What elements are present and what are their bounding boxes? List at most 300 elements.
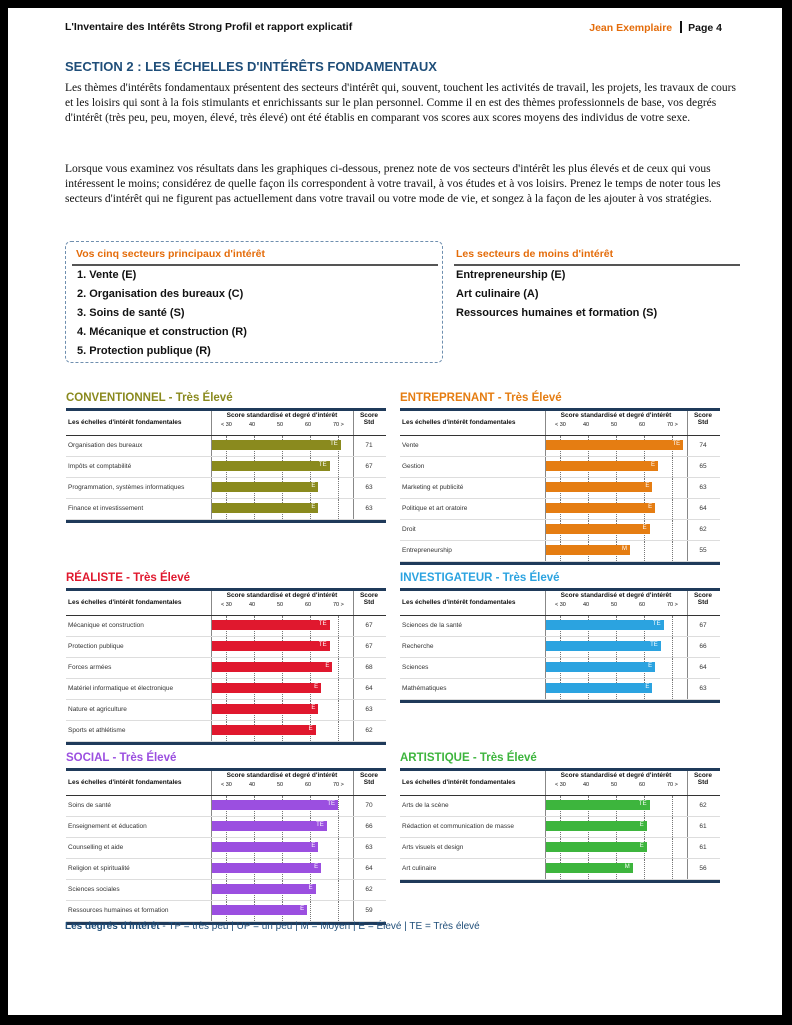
degree-label: E xyxy=(642,525,647,531)
scale-label: Arts visuels et design xyxy=(402,844,464,851)
score-bar xyxy=(546,662,655,672)
table-header xyxy=(400,588,720,616)
scale-label: Sciences sociales xyxy=(68,886,120,893)
table-header xyxy=(66,768,386,796)
score-bar xyxy=(546,545,630,555)
degree-label: E xyxy=(648,663,653,669)
degree-label: E xyxy=(311,843,316,849)
col-std-header xyxy=(355,412,383,426)
gridline xyxy=(338,478,339,498)
std-score: 71 xyxy=(365,442,373,449)
scale-label: Mathématiques xyxy=(402,685,447,692)
degree-label: E xyxy=(311,504,316,510)
std-label-std: Std xyxy=(697,599,709,606)
header-divider xyxy=(680,21,682,33)
std-score: 59 xyxy=(365,907,373,914)
scale-ticks xyxy=(212,782,352,791)
col-std-header xyxy=(355,592,383,606)
scale-label: Protection publique xyxy=(68,643,124,650)
score-bar xyxy=(546,683,652,693)
degree-label: E xyxy=(308,726,313,732)
score-bar xyxy=(212,620,330,630)
column-divider xyxy=(687,436,688,456)
tick-label: 50 xyxy=(277,422,284,428)
scale-label: Ressources humaines et formation xyxy=(68,907,169,914)
column-divider xyxy=(353,679,354,699)
table-row xyxy=(66,721,386,742)
score-bar xyxy=(546,800,650,810)
std-label-score: Score xyxy=(359,592,379,599)
score-bar xyxy=(212,704,318,714)
tick-label: 60 xyxy=(639,602,646,608)
column-divider xyxy=(687,591,688,615)
gridline xyxy=(672,478,673,498)
col-scale-header: Les échelles d'intérêt fondamentales xyxy=(402,419,516,426)
column-divider xyxy=(353,817,354,837)
tick-label: 50 xyxy=(611,422,618,428)
column-divider xyxy=(353,591,354,615)
degree-label: E xyxy=(645,684,650,690)
scale-ticks xyxy=(546,422,686,431)
table-row xyxy=(400,520,720,541)
tick-label: 70 > xyxy=(333,602,344,608)
top-five-rule xyxy=(72,264,438,266)
theme-level: - Très Élevé xyxy=(165,392,233,404)
tick-label: 60 xyxy=(639,782,646,788)
column-divider xyxy=(687,457,688,477)
degree-label: E xyxy=(639,822,644,828)
tick-label: 50 xyxy=(277,602,284,608)
score-bar xyxy=(546,482,652,492)
std-label-std: Std xyxy=(363,419,375,426)
column-divider xyxy=(353,859,354,879)
gridline xyxy=(672,817,673,837)
table-footer-rule xyxy=(400,562,720,565)
std-score: 70 xyxy=(365,802,373,809)
degree-label: TE xyxy=(318,621,327,627)
degree-label: E xyxy=(639,843,644,849)
theme-name: RÉALISTE xyxy=(66,572,123,584)
std-score: 61 xyxy=(699,844,707,851)
gridline xyxy=(672,796,673,816)
std-score: 64 xyxy=(699,505,707,512)
degree-label: TE xyxy=(652,621,661,627)
theme-level: - Très Élevé xyxy=(492,572,560,584)
std-score: 74 xyxy=(699,442,707,449)
std-score: 63 xyxy=(365,706,373,713)
std-score: 63 xyxy=(365,844,373,851)
tick-label: 40 xyxy=(249,602,256,608)
degree-label: TE xyxy=(330,441,338,447)
table-row xyxy=(400,541,720,562)
score-bar xyxy=(546,440,683,450)
col-scale-header: Les échelles d'intérêt fondamentales xyxy=(68,779,182,786)
tick-label: 40 xyxy=(583,602,590,608)
std-label-std: Std xyxy=(363,599,375,606)
least-rule xyxy=(454,264,740,266)
tick-label: 60 xyxy=(639,422,646,428)
degree-label: TE xyxy=(638,801,647,807)
score-bar xyxy=(212,905,307,915)
column-divider xyxy=(353,436,354,456)
degree-label: E xyxy=(314,684,319,690)
table-row xyxy=(400,838,720,859)
score-bar xyxy=(546,524,650,534)
table-row xyxy=(66,817,386,838)
scale-block-soc xyxy=(66,752,386,925)
scale-label: Impôts et comptabilité xyxy=(68,463,132,470)
table-row xyxy=(400,457,720,478)
report-title: L'Inventaire des Intérêts Strong Profil et rapport explicatif xyxy=(65,21,353,33)
tick-label: < 30 xyxy=(555,782,566,788)
std-score: 63 xyxy=(365,484,373,491)
tick-label: 60 xyxy=(305,422,312,428)
std-score: 62 xyxy=(699,802,707,809)
gridline xyxy=(338,880,339,900)
least-title: Les secteurs de moins d'intérêt xyxy=(456,248,614,260)
table-row xyxy=(400,679,720,700)
column-divider xyxy=(353,658,354,678)
score-bar xyxy=(212,683,321,693)
column-divider xyxy=(353,616,354,636)
tick-label: 70 > xyxy=(667,422,678,428)
std-score: 66 xyxy=(365,823,373,830)
scale-block-entr xyxy=(400,392,720,565)
column-divider xyxy=(687,616,688,636)
list-item: Art culinaire (A) xyxy=(456,288,539,300)
scale-block-art xyxy=(400,752,720,883)
scale-label: Organisation des bureaux xyxy=(68,442,143,449)
column-divider xyxy=(353,700,354,720)
std-label-score: Score xyxy=(359,772,379,779)
intro-paragraph: Les thèmes d'intérêts fondamentaux présentent des secteurs d'intérêt qui, souvent, touchent les activités de travail, les projets, les travaux de cours et les loisirs qui sont à la fois stimulants et enrichissants sur le plan personnel. Comme il en est des thèmes professionnels de base, vos degrés d'intérêt (très peu, peu, moyen, élevé, très élevé) ont été établis en comparant vos scores aux scores moyens des individus de votre sexe. xyxy=(65,82,736,124)
column-divider xyxy=(687,817,688,837)
top-five-list xyxy=(77,269,247,364)
table-row xyxy=(400,817,720,838)
score-bar xyxy=(546,863,633,873)
scale-label: Art culinaire xyxy=(402,865,437,872)
col-score-header: Score standardisé et degré d'intérêt xyxy=(560,592,672,599)
column-divider xyxy=(687,771,688,795)
scale-title xyxy=(66,392,386,408)
tick-label: 60 xyxy=(305,602,312,608)
theme-level: - Très Élevé xyxy=(469,752,537,764)
column-divider xyxy=(687,796,688,816)
scale-title xyxy=(66,752,386,768)
std-score: 64 xyxy=(699,664,707,671)
tick-label: 50 xyxy=(611,782,618,788)
instruction-paragraph: Lorsque vous examinez vos résultats dans les graphiques ci-dessous, prenez note de vos secteurs d'intérêt les plus élevés et de ceux qui vous intéressent le moins; considérez de quelle façon ils correspondent à votre travail, à vos études et à vos loisirs. Prenez le temps de noter tous les secteurs d'intérêt qui ne figurent pas actuellement dans votre travail ou votre mode de vie, et songez à la façon de les ajouter à vos stratégies. xyxy=(65,163,721,205)
col-std-header xyxy=(689,412,717,426)
score-bar xyxy=(546,842,647,852)
std-score: 63 xyxy=(365,505,373,512)
table-row xyxy=(66,880,386,901)
tick-label: 40 xyxy=(249,782,256,788)
scale-label: Finance et investissement xyxy=(68,505,144,512)
scale-ticks xyxy=(546,782,686,791)
col-score-header: Score standardisé et degré d'intérêt xyxy=(560,772,672,779)
gridline xyxy=(338,817,339,837)
scale-label: Programmation, systèmes informatiques xyxy=(68,484,185,491)
theme-name: ARTISTIQUE xyxy=(400,752,470,764)
theme-name: INVESTIGATEUR xyxy=(400,572,493,584)
scale-label: Forces armées xyxy=(68,664,112,671)
col-score-header: Score standardisé et degré d'intérêt xyxy=(226,772,338,779)
scale-label: Religion et spiritualité xyxy=(68,865,130,872)
tick-label: < 30 xyxy=(221,422,232,428)
column-divider xyxy=(353,637,354,657)
gridline xyxy=(310,901,311,921)
column-divider xyxy=(687,838,688,858)
table-row xyxy=(400,616,720,637)
degree-label: E xyxy=(311,483,316,489)
table-row xyxy=(66,838,386,859)
degree-label: M xyxy=(622,546,627,552)
tick-label: 50 xyxy=(277,782,284,788)
gridline xyxy=(338,637,339,657)
table-row xyxy=(400,859,720,880)
col-scale-header: Les échelles d'intérêt fondamentales xyxy=(68,419,182,426)
scale-block-real xyxy=(66,572,386,745)
tick-label: 40 xyxy=(583,422,590,428)
scale-title xyxy=(400,752,720,768)
column-divider xyxy=(353,457,354,477)
tick-label: < 30 xyxy=(221,782,232,788)
header-right xyxy=(589,21,722,34)
col-score-header: Score standardisé et degré d'intérêt xyxy=(226,412,338,419)
col-scale-header: Les échelles d'intérêt fondamentales xyxy=(402,779,516,786)
scale-block-conv xyxy=(66,392,386,523)
scale-label: Sciences xyxy=(402,664,429,671)
column-divider xyxy=(353,771,354,795)
table-row xyxy=(66,637,386,658)
list-item: Entrepreneurship (E) xyxy=(456,269,566,281)
column-divider xyxy=(353,796,354,816)
table-row xyxy=(400,658,720,679)
gridline xyxy=(338,901,339,921)
theme-name: ENTREPRENANT xyxy=(400,392,495,404)
scale-label: Entrepreneurship xyxy=(402,547,452,554)
gridline xyxy=(672,859,673,879)
list-item: 3. Soins de santé (S) xyxy=(77,307,185,319)
std-label-std: Std xyxy=(697,419,709,426)
scale-label: Counselling et aide xyxy=(68,844,124,851)
gridline xyxy=(644,859,645,879)
table-header xyxy=(66,408,386,436)
tick-label: 70 > xyxy=(667,782,678,788)
scale-label: Mécanique et construction xyxy=(68,622,144,629)
scale-label: Droit xyxy=(402,526,416,533)
least-list xyxy=(456,269,657,326)
tick-label: 60 xyxy=(305,782,312,788)
tick-label: 40 xyxy=(583,782,590,788)
std-score: 61 xyxy=(699,823,707,830)
list-item: Ressources humaines et formation (S) xyxy=(456,307,658,319)
list-item: 5. Protection publique (R) xyxy=(77,345,211,357)
theme-level: - Très Élevé xyxy=(122,572,190,584)
scale-label: Recherche xyxy=(402,643,434,650)
degree-label: E xyxy=(325,663,330,669)
tick-label: 70 > xyxy=(667,602,678,608)
legend-text: - TP = très peu | UP = un peu | M = Moyen | E = Élevé | TE = Très élevé xyxy=(159,921,480,932)
scale-label: Politique et art oratoire xyxy=(402,505,468,512)
tick-label: < 30 xyxy=(555,422,566,428)
col-scale-header: Les échelles d'intérêt fondamentales xyxy=(402,599,516,606)
table-row xyxy=(66,679,386,700)
gridline xyxy=(672,499,673,519)
scale-label: Soins de santé xyxy=(68,802,112,809)
column-divider xyxy=(687,637,688,657)
page-number: Page 4 xyxy=(688,22,722,34)
table-row xyxy=(66,457,386,478)
col-std-header xyxy=(689,772,717,786)
list-item: 1. Vente (E) xyxy=(77,269,137,281)
std-score: 64 xyxy=(365,685,373,692)
table-footer-rule xyxy=(400,880,720,883)
theme-name: CONVENTIONNEL xyxy=(66,392,166,404)
score-bar xyxy=(212,800,338,810)
gridline xyxy=(338,721,339,741)
gridline xyxy=(644,541,645,561)
degree-label: E xyxy=(300,906,305,912)
table-header xyxy=(400,408,720,436)
scale-label: Enseignement et éducation xyxy=(68,823,147,830)
scale-label: Rédaction et communication de masse xyxy=(402,823,515,830)
std-score: 62 xyxy=(365,727,373,734)
gridline xyxy=(338,457,339,477)
std-score: 67 xyxy=(365,622,373,629)
gridline xyxy=(338,838,339,858)
std-label-std: Std xyxy=(697,779,709,786)
column-divider xyxy=(687,658,688,678)
std-score: 63 xyxy=(699,484,707,491)
table-row xyxy=(400,499,720,520)
column-divider xyxy=(687,499,688,519)
gridline xyxy=(338,499,339,519)
column-divider xyxy=(353,901,354,921)
degree-label: TE xyxy=(672,441,681,447)
table-row xyxy=(400,478,720,499)
score-bar xyxy=(212,461,330,471)
table-row xyxy=(400,436,720,457)
scale-label: Marketing et publicité xyxy=(402,484,464,491)
degree-label: TE xyxy=(650,642,658,648)
column-divider xyxy=(353,478,354,498)
report-page xyxy=(8,8,782,1015)
gridline xyxy=(338,658,339,678)
std-score: 56 xyxy=(699,865,707,872)
table-row xyxy=(66,901,386,922)
degree-label: E xyxy=(648,504,653,510)
table-row xyxy=(66,796,386,817)
degree-label: M xyxy=(624,864,630,870)
gridline xyxy=(338,859,339,879)
table-header xyxy=(66,588,386,616)
degree-label: E xyxy=(311,705,316,711)
col-score-header: Score standardisé et degré d'intérêt xyxy=(226,592,338,599)
legend-title: Les degrés d'intérêt xyxy=(65,921,160,932)
column-divider xyxy=(687,679,688,699)
scale-title xyxy=(400,572,720,588)
gridline xyxy=(672,637,673,657)
score-bar xyxy=(212,482,318,492)
score-bar xyxy=(546,641,661,651)
std-score: 62 xyxy=(365,886,373,893)
degree-label: TE xyxy=(318,642,327,648)
degree-label: E xyxy=(308,885,313,891)
std-score: 63 xyxy=(699,685,707,692)
scale-ticks xyxy=(546,602,686,611)
score-bar xyxy=(212,641,330,651)
gridline xyxy=(338,796,339,816)
theme-level: - Très Élevé xyxy=(494,392,562,404)
gridline xyxy=(672,616,673,636)
gridline xyxy=(672,457,673,477)
table-footer-rule xyxy=(400,700,720,703)
table-row xyxy=(66,658,386,679)
std-score: 55 xyxy=(699,547,707,554)
degree-label: TE xyxy=(318,462,327,468)
top-five-title: Vos cinq secteurs principaux d'intérêt xyxy=(76,248,266,260)
scale-ticks xyxy=(212,422,352,431)
score-bar xyxy=(212,821,327,831)
tick-label: 50 xyxy=(611,602,618,608)
std-score: 66 xyxy=(699,643,707,650)
col-std-header xyxy=(689,592,717,606)
col-std-header xyxy=(355,772,383,786)
column-divider xyxy=(353,880,354,900)
column-divider xyxy=(353,411,354,435)
score-bar xyxy=(546,821,647,831)
scale-label: Sciences de la santé xyxy=(402,622,462,629)
score-bar xyxy=(212,884,316,894)
gridline xyxy=(672,541,673,561)
degree-label: TE xyxy=(316,822,324,828)
scale-label: Vente xyxy=(402,442,419,449)
column-divider xyxy=(353,499,354,519)
tick-label: 70 > xyxy=(333,782,344,788)
table-row xyxy=(66,436,386,457)
tick-label: 40 xyxy=(249,422,256,428)
tick-label: < 30 xyxy=(555,602,566,608)
scale-ticks xyxy=(212,602,352,611)
score-bar xyxy=(212,440,341,450)
std-score: 67 xyxy=(365,643,373,650)
gridline xyxy=(672,520,673,540)
interest-legend xyxy=(65,921,480,932)
column-divider xyxy=(687,478,688,498)
score-bar xyxy=(546,461,658,471)
table-row xyxy=(66,616,386,637)
gridline xyxy=(672,679,673,699)
score-bar xyxy=(212,863,321,873)
std-score: 67 xyxy=(365,463,373,470)
table-row xyxy=(66,700,386,721)
col-scale-header: Les échelles d'intérêt fondamentales xyxy=(68,599,182,606)
table-row xyxy=(66,859,386,880)
std-label-score: Score xyxy=(693,412,713,419)
tick-label: 70 > xyxy=(333,422,344,428)
degree-label: E xyxy=(645,483,650,489)
score-bar xyxy=(546,503,655,513)
scale-label: Sports et athlétisme xyxy=(68,727,126,734)
score-bar xyxy=(546,620,664,630)
score-bar xyxy=(212,662,332,672)
theme-level: - Très Élevé xyxy=(109,752,177,764)
table-row xyxy=(66,478,386,499)
scale-label: Nature et agriculture xyxy=(68,706,127,713)
scale-title xyxy=(400,392,720,408)
